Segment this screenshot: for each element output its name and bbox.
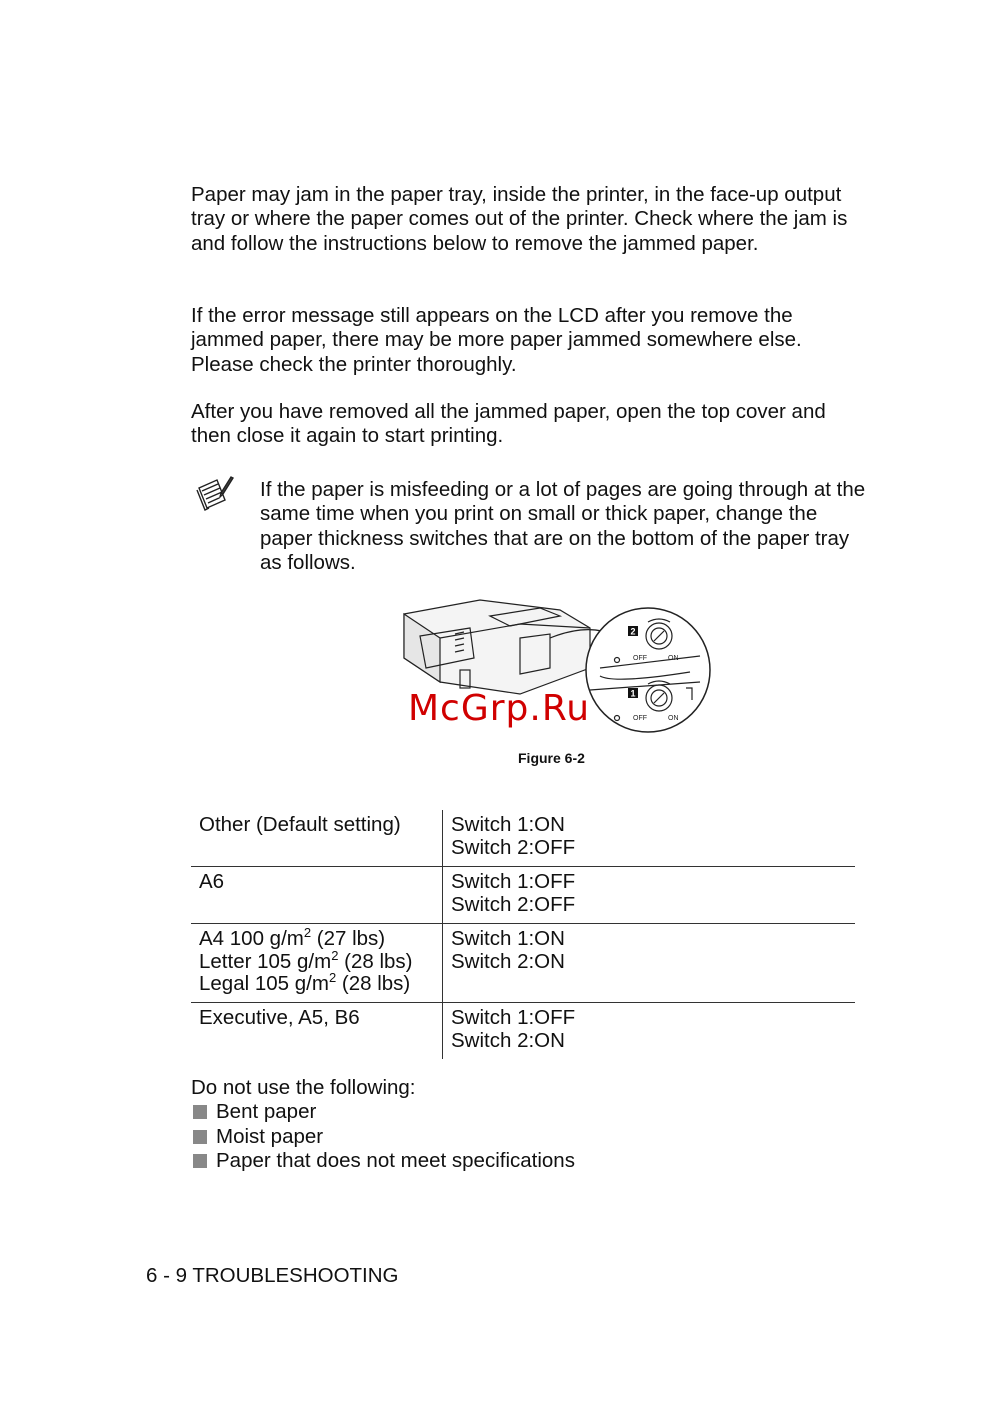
intro-paragraph-1: Paper may jam in the paper tray, inside the printer, in the face-up output tray or where the paper comes out of the printer. Check where the jam is and follow the instructions below to remove the jammed paper. [191,183,848,255]
paper-switch-settings-table [191,810,855,1059]
do-not-use-list [191,1076,575,1173]
switch-setting-cell: Switch 1:ON Switch 2:OFF [451,813,576,859]
square-bullet-icon [193,1105,207,1119]
switch-setting-cell: Switch 1:OFF Switch 2:OFF [451,870,576,916]
switch-setting-cell: Switch 1:ON Switch 2:ON [451,927,565,973]
table-row [191,810,855,867]
intro-paragraph-2: If the error message still appears on the LCD after you remove the jammed paper, there may be more paper jammed somewhere else. Please check the printer thoroughly. [191,304,802,376]
note-pad-icon [195,476,235,514]
intro-paragraph-3: After you have removed all the jammed paper, open the top cover and then close it again to start printing. [191,400,826,448]
list-item: Bent paper [191,1100,575,1124]
switch-2-on-label: ON [668,655,679,662]
switch-1-off-label: OFF [633,715,647,722]
do-not-use-heading: Do not use the following: [191,1076,416,1099]
square-bullet-icon [193,1154,207,1168]
list-item: Paper that does not meet specifications [191,1149,575,1173]
switch-1-number: 1 [630,688,636,699]
paper-type-cell: Other (Default setting) [191,810,443,867]
table-row [191,867,855,924]
watermark: McGrp.Ru [408,688,591,729]
table-row [191,924,855,1003]
square-bullet-icon [193,1130,207,1144]
paper-type-cell: A6 [191,867,443,924]
switch-1-on-label: ON [668,715,679,722]
page-footer: 6 - 9 TROUBLESHOOTING [146,1264,399,1287]
switch-2-number: 2 [630,626,636,637]
switch-2-off-label: OFF [633,655,647,662]
paper-type-cell: Executive, A5, B6 [191,1003,443,1060]
switch-setting-cell: Switch 1:OFF Switch 2:ON [451,1006,576,1052]
paper-type-cell: A4 100 $g/m^2$ (27 lbs) Letter 105 $g/m^2$ (28 lbs) Legal 105 $g/m^2$ (28 lbs) [191,924,443,1003]
table-row [191,1003,855,1060]
list-item: Moist paper [191,1125,575,1149]
figure-caption: Figure 6-2 [518,750,585,766]
note-text: If the paper is misfeeding or a lot of pages are going through at the same time when you print on small or thick paper, change the paper thickness switches that are on the bottom of the paper tray as follows. [260,478,866,574]
